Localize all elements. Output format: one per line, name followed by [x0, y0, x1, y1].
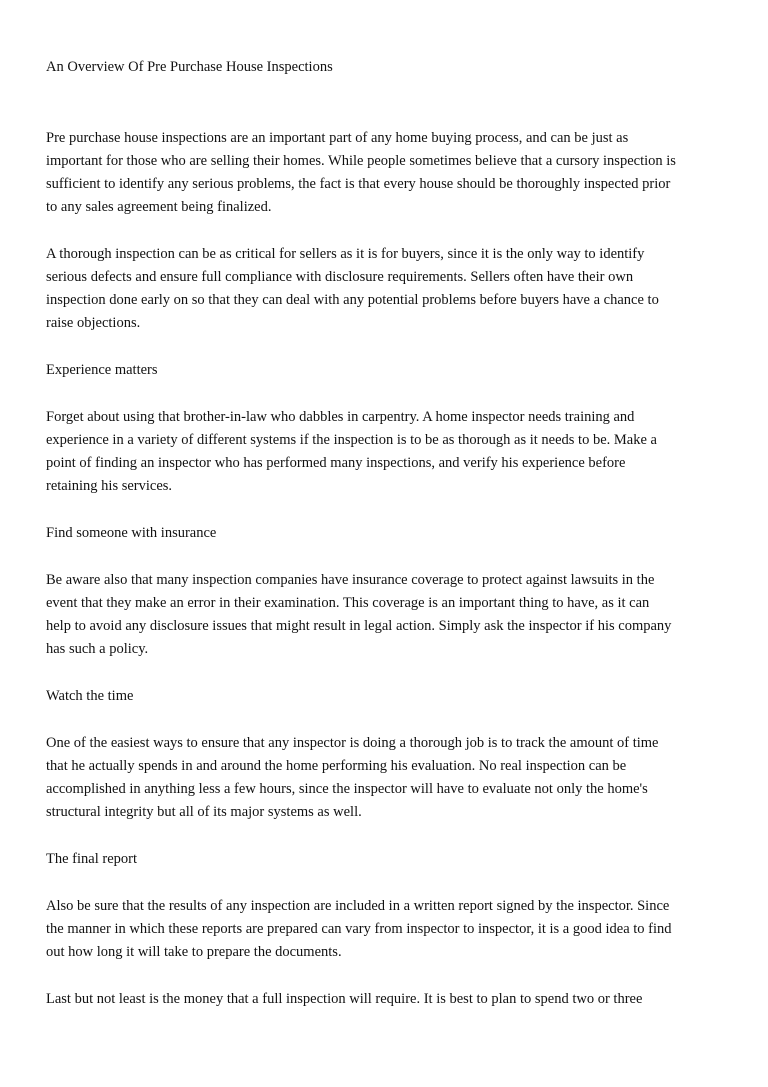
text-line: to any sales agreement being finalized.: [46, 199, 272, 215]
document-body: [46, 127, 736, 1011]
text-line: The final report: [46, 851, 137, 867]
text-line: help to avoid any disclosure issues that might result in legal action. Simply ask the inspector if his company: [46, 618, 672, 634]
paragraph: [46, 569, 736, 661]
text-line: that he actually spends in and around the home performing his evaluation. No real inspection can be: [46, 758, 627, 774]
text-line: raise objections.: [46, 315, 141, 331]
text-line: Watch the time: [46, 688, 134, 704]
text-line: accomplished in anything less a few hours, since the inspector will have to evaluate not only the home's: [46, 781, 648, 797]
text-line: A thorough inspection can be as critical for sellers as it is for buyers, since it is the only way to identify: [46, 246, 645, 262]
document-page: [46, 56, 736, 1035]
text-line: One of the easiest ways to ensure that any inspector is doing a thorough job is to track the amount of time: [46, 735, 659, 751]
section-heading: [46, 522, 736, 545]
paragraph: [46, 895, 736, 964]
text-line: Forget about using that brother-in-law who dabbles in carpentry. A home inspector needs training and: [46, 409, 635, 425]
text-line: has such a policy.: [46, 641, 149, 657]
text-line: serious defects and ensure full compliance with disclosure requirements. Sellers often have their own: [46, 269, 634, 285]
text-line: Experience matters: [46, 362, 158, 378]
paragraph: [46, 127, 736, 219]
paragraph: [46, 732, 736, 824]
text-line: sufficient to identify any serious problems, the fact is that every house should be thoroughly inspected prior: [46, 176, 671, 192]
text-line: out how long it will take to prepare the documents.: [46, 944, 342, 960]
text-line: the manner in which these reports are prepared can vary from inspector to inspector, it is a good idea to find: [46, 921, 672, 937]
text-line: important for those who are selling their homes. While people sometimes believe that a cursory inspection is: [46, 153, 676, 169]
text-line: inspection done early on so that they can deal with any potential problems before buyers have a chance to: [46, 292, 659, 308]
text-line: structural integrity but all of its major systems as well.: [46, 804, 362, 820]
paragraph: [46, 406, 736, 498]
document-title: An Overview Of Pre Purchase House Inspections: [46, 59, 333, 75]
text-line: Last but not least is the money that a full inspection will require. It is best to plan to spend two or three: [46, 991, 643, 1007]
section-heading: [46, 685, 736, 708]
text-line: experience in a variety of different systems if the inspection is to be as thorough as it needs to be. Make a: [46, 432, 657, 448]
text-line: Pre purchase house inspections are an important part of any home buying process, and can be just as: [46, 130, 629, 146]
text-line: Also be sure that the results of any inspection are included in a written report signed by the inspector. Since: [46, 898, 670, 914]
text-line: Be aware also that many inspection companies have insurance coverage to protect against lawsuits in the: [46, 572, 655, 588]
text-line: retaining his services.: [46, 478, 173, 494]
text-line: point of finding an inspector who has performed many inspections, and verify his experience before: [46, 455, 626, 471]
section-heading: [46, 848, 736, 871]
paragraph: [46, 988, 736, 1011]
text-line: Find someone with insurance: [46, 525, 217, 541]
text-line: event that they make an error in their examination. This coverage is an important thing to have, as it can: [46, 595, 650, 611]
paragraph: [46, 243, 736, 335]
section-heading: [46, 359, 736, 382]
